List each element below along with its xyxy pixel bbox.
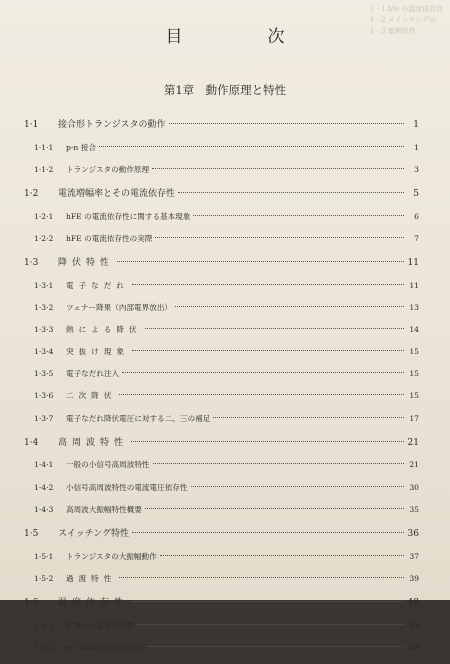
- dot-leader: [160, 555, 404, 556]
- toc-title: p-n 接合: [66, 142, 96, 152]
- toc-title: 高周波特性: [58, 437, 129, 448]
- dot-leader: [178, 192, 404, 193]
- toc-page-number: 35: [409, 504, 419, 514]
- toc-page-number: 15: [409, 391, 419, 401]
- toc-section: [24, 526, 419, 551]
- toc-title: 熱による降伏: [66, 324, 142, 334]
- toc-section: [24, 255, 419, 280]
- toc-section: [24, 117, 419, 142]
- toc-number: 1·3·2: [34, 302, 54, 312]
- dot-leader: [153, 463, 404, 464]
- toc-title: トランジスタの大振幅動作: [66, 551, 157, 561]
- toc-page-number: 49: [409, 620, 419, 630]
- dot-leader: [119, 577, 404, 578]
- dot-leader: [138, 624, 404, 625]
- dot-leader: [119, 394, 404, 395]
- toc-number: 1·1·2: [34, 164, 54, 174]
- toc-title: 二次降伏: [66, 391, 117, 401]
- toc-subsection: [24, 459, 419, 481]
- toc-title: 温度依存性: [58, 597, 129, 608]
- toc-number: 1·6·2: [34, 642, 54, 652]
- toc-subsection: [24, 368, 419, 390]
- toc-number: 1·1·1: [34, 142, 54, 152]
- toc-page-number: 48: [407, 597, 419, 608]
- bleed-line: 1 · 2 スイッチングの: [370, 16, 437, 24]
- toc-page-number: 5: [413, 188, 419, 199]
- dot-leader: [193, 215, 404, 216]
- toc-title: ICBO の温度依存性: [66, 620, 135, 630]
- toc-number: 1·3·3: [34, 324, 54, 334]
- toc-subsection: [24, 346, 419, 368]
- toc-number: 1·3·6: [34, 391, 54, 401]
- toc-page-number: 1: [413, 120, 419, 130]
- toc-page-number: 37: [409, 551, 419, 561]
- toc-page-number: 21: [409, 460, 419, 470]
- toc-number: 1·3·1: [34, 280, 54, 290]
- toc-number: 1·2·1: [34, 211, 54, 221]
- toc-page-number: 30: [409, 482, 419, 492]
- toc-subsection: [24, 233, 419, 255]
- toc-page-number: 7: [414, 233, 419, 243]
- toc-number: 1·6·1: [34, 620, 54, 630]
- toc-number: 1·3·5: [34, 369, 54, 379]
- toc-page-number: 17: [409, 413, 419, 423]
- toc-number: 1·3·7: [34, 413, 54, 423]
- dot-leader: [117, 261, 404, 262]
- toc-title: 突抜け現象: [66, 347, 129, 357]
- toc-title: 高周波大振幅特性概要: [66, 504, 142, 514]
- toc-title: 一般の小信号高周波特性: [66, 460, 150, 470]
- toc-page-number: 11: [407, 257, 419, 268]
- toc-page-number: 14: [409, 324, 419, 334]
- toc-page-number: 21: [407, 437, 419, 448]
- toc-title: 降伏特性: [58, 257, 115, 268]
- toc-number: 1·6: [24, 597, 39, 608]
- toc-subsection: [24, 482, 419, 504]
- toc-page-number: 3: [414, 164, 419, 174]
- dot-leader: [145, 328, 404, 329]
- dot-leader: [155, 237, 404, 238]
- toc-title: 電子なだれ降伏電圧に対する二、三の補足: [66, 413, 211, 423]
- dot-leader: [145, 508, 404, 509]
- toc-subsection: [24, 324, 419, 346]
- toc-page-number: 13: [409, 302, 419, 312]
- toc-title: 接合形トランジスタの動作: [58, 120, 166, 130]
- dot-leader: [99, 146, 404, 147]
- toc-subsection: [24, 504, 419, 526]
- toc-subsection: [24, 280, 419, 302]
- dot-leader: [191, 486, 405, 487]
- toc-number: 1·4·2: [34, 482, 54, 492]
- toc-page-number: 39: [409, 573, 419, 583]
- toc-title: 小信号高周波特性の電流電圧依存性: [66, 482, 188, 492]
- toc-title: re, VBE の温度依存性: [66, 642, 144, 652]
- toc-subsection: [24, 211, 419, 233]
- toc-page-number: 1: [414, 142, 419, 152]
- bleed-line: 1 · 1 hfe の温度依存性: [370, 5, 444, 13]
- toc-section: [24, 595, 419, 620]
- toc-subsection: [24, 620, 419, 642]
- toc-subsection: [24, 551, 419, 573]
- dot-leader: [132, 350, 404, 351]
- toc-section: [24, 435, 419, 460]
- toc-subsection: [24, 573, 419, 595]
- dot-leader: [132, 532, 404, 533]
- toc-number: 1·5·2: [34, 573, 54, 583]
- toc-subsection: [24, 413, 419, 435]
- toc-subsection: [24, 164, 419, 186]
- toc-title: hFE の電流依存性に関する基本現象: [66, 211, 191, 221]
- toc-number: 1·4·3: [34, 504, 54, 514]
- toc-number: 1·3: [24, 257, 39, 268]
- toc-section: [24, 186, 419, 211]
- toc-page-number: 15: [409, 369, 419, 379]
- chapter-heading: 第1章 動作原理と特性: [163, 83, 287, 97]
- toc-title: ツェナー降果（内部電界放出）: [66, 302, 173, 312]
- toc-subsection: [24, 390, 419, 412]
- dot-leader: [131, 601, 404, 602]
- toc-number: 1·5·1: [34, 551, 54, 561]
- toc-page-number: 6: [414, 211, 419, 221]
- toc-number: 1·2·2: [34, 233, 54, 243]
- toc-number: 1·2: [24, 188, 39, 199]
- toc-title: 過渡特性: [66, 573, 117, 583]
- toc-number: 1·5: [24, 529, 39, 539]
- dot-leader: [152, 168, 404, 169]
- dot-leader: [131, 441, 404, 442]
- toc-number: 1·4·1: [34, 460, 54, 470]
- dot-leader: [132, 284, 404, 285]
- toc-page-number: 49: [409, 642, 419, 652]
- toc-title: hFE の電流依存性の実際: [66, 233, 153, 243]
- toc-title: スイッチング特性: [58, 529, 130, 539]
- table-of-contents: [24, 117, 419, 664]
- toc-subsection: [24, 302, 419, 324]
- toc-title: 電子なだれ: [66, 280, 129, 290]
- dot-leader: [122, 372, 404, 373]
- toc-title: 電流増幅率とその電流依存性: [58, 188, 176, 199]
- toc-title: 電子なだれ注入: [66, 369, 120, 379]
- toc-number: 1·1: [24, 120, 39, 130]
- toc-subsection: [24, 642, 419, 664]
- toc-title: トランジスタの動作原理: [66, 164, 150, 174]
- toc-number: 1·3·4: [34, 347, 54, 357]
- toc-page-number: 36: [407, 529, 419, 539]
- toc-page-number: 15: [409, 347, 419, 357]
- page-title: 目 次: [165, 27, 319, 47]
- toc-number: 1·4: [24, 437, 39, 448]
- dot-leader: [213, 417, 404, 418]
- dot-leader: [147, 646, 404, 647]
- bleed-line: 1 · 3 遮断特性: [370, 27, 416, 35]
- dot-leader: [169, 123, 404, 124]
- toc-page-number: 11: [409, 280, 419, 290]
- toc-subsection: [24, 142, 419, 164]
- dot-leader: [175, 306, 404, 307]
